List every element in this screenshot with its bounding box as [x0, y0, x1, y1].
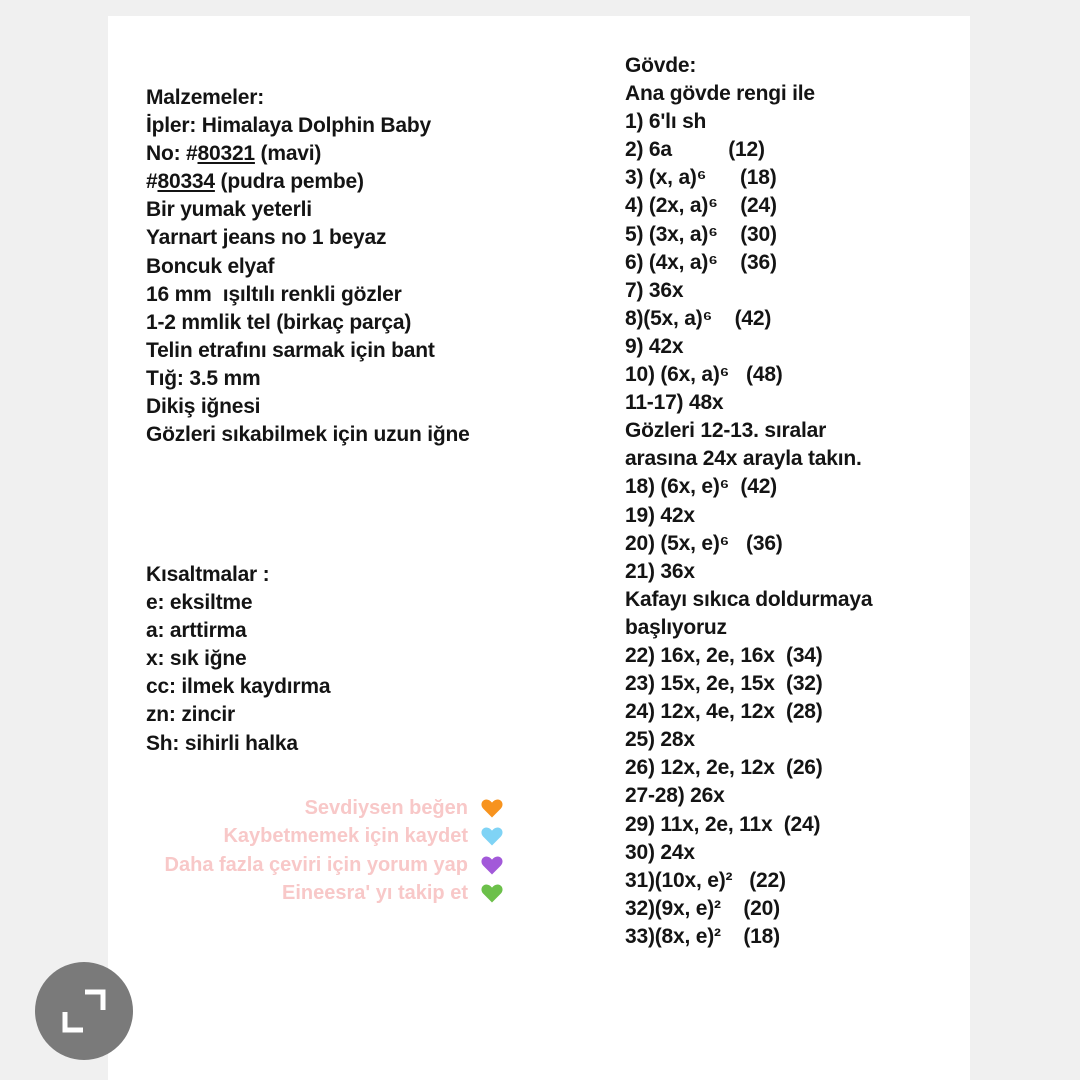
material-line: Gözleri sıkabilmek için uzun iğne	[146, 423, 470, 447]
promo-line	[165, 794, 504, 822]
materials-list	[146, 84, 470, 449]
abbreviation-line: a: arttirma	[146, 619, 247, 643]
pattern-row: 19) 42x	[625, 503, 695, 527]
material-line: 16 mm ışıltılı renkli gözler	[146, 282, 402, 306]
purple-heart-icon	[480, 853, 504, 877]
pattern-row: 5) (3x, a)⁶ (30)	[625, 222, 777, 246]
pattern-row: Gözleri 12-13. sıralar	[625, 419, 827, 443]
pattern-row: 25) 28x	[625, 728, 695, 752]
pattern-row: 11-17) 48x	[625, 391, 724, 415]
pattern-row: 27-28) 26x	[625, 784, 725, 808]
material-line-blue-yarn: No: #80321 (mavi)	[146, 142, 322, 166]
promo-line	[165, 851, 504, 879]
blue-heart-icon	[480, 824, 504, 848]
promo-text: Sevdiysen beğen	[304, 797, 468, 820]
pattern-row: 30) 24x	[625, 840, 695, 864]
pattern-row: 8)(5x, a)⁶ (42)	[625, 306, 772, 330]
abbreviation-line: Sh: sihirli halka	[146, 731, 298, 755]
pattern-row: 24) 12x, 4e, 12x (28)	[625, 700, 823, 724]
pattern-row: 31)(10x, e)² (22)	[625, 868, 786, 892]
pattern-row: 32)(9x, e)² (20)	[625, 896, 780, 920]
pattern-row: 6) (4x, a)⁶ (36)	[625, 250, 777, 274]
material-line: Bir yumak yeterli	[146, 198, 312, 222]
abbreviations-heading: Kısaltmalar :	[146, 563, 270, 586]
orange-heart-icon	[480, 796, 504, 820]
body-section-heading: Gövde:	[625, 54, 697, 77]
green-heart-icon	[480, 881, 504, 905]
pattern-row: 26) 12x, 2e, 12x (26)	[625, 756, 823, 780]
promo-line	[165, 822, 504, 850]
pattern-row: 2) 6a (12)	[625, 138, 765, 162]
material-line-pink-yarn: #80334 (pudra pembe)	[146, 170, 364, 194]
pattern-row: 18) (6x, e)⁶ (42)	[625, 475, 777, 499]
pattern-row: 9) 42x	[625, 334, 684, 358]
material-line: Dikiş iğnesi	[146, 395, 261, 419]
material-line: Yarnart jeans no 1 beyaz	[146, 226, 387, 250]
abbreviations-list	[146, 561, 330, 758]
abbreviation-line: cc: ilmek kaydırma	[146, 675, 331, 699]
pattern-row: 10) (6x, a)⁶ (48)	[625, 363, 783, 387]
material-line: Tığ: 3.5 mm	[146, 366, 261, 390]
pattern-row: Kafayı sıkıca doldurmaya	[625, 587, 873, 611]
material-line: Telin etrafını sarmak için bant	[146, 338, 435, 362]
pattern-row: 3) (x, a)⁶ (18)	[625, 166, 777, 190]
abbreviation-line: e: eksiltme	[146, 591, 253, 615]
pattern-row: 22) 16x, 2e, 16x (34)	[625, 643, 823, 667]
pattern-row: 33)(8x, e)² (18)	[625, 924, 780, 948]
promo-list	[165, 794, 504, 907]
promo-line	[165, 879, 504, 907]
promo-text: Daha fazla çeviri için yorum yap	[164, 853, 468, 876]
expand-button[interactable]	[35, 962, 133, 1060]
pattern-row: 23) 15x, 2e, 15x (32)	[625, 672, 823, 696]
pattern-row: 4) (2x, a)⁶ (24)	[625, 194, 777, 218]
pattern-row: 7) 36x	[625, 278, 684, 302]
expand-icon	[57, 984, 111, 1038]
abbreviation-line: x: sık iğne	[146, 647, 247, 671]
materials-heading: Malzemeler:	[146, 86, 265, 109]
pattern-row: 1) 6'lı sh	[625, 110, 707, 134]
promo-text: Eineesra' yı takip et	[282, 882, 468, 905]
material-line: Boncuk elyaf	[146, 254, 275, 278]
pattern-row: 21) 36x	[625, 559, 695, 583]
pattern-row: arasına 24x arayla takın.	[625, 447, 862, 471]
pattern-row: Ana gövde rengi ile	[625, 82, 815, 106]
promo-text: Kaybetmemek için kaydet	[223, 825, 468, 848]
body-pattern-list	[625, 52, 872, 951]
material-line: İpler: Himalaya Dolphin Baby	[146, 114, 431, 138]
abbreviation-line: zn: zincir	[146, 703, 236, 727]
material-line: 1-2 mmlik tel (birkaç parça)	[146, 310, 412, 334]
pattern-row: başlıyoruz	[625, 615, 727, 639]
pattern-row: 20) (5x, e)⁶ (36)	[625, 531, 783, 555]
pattern-row: 29) 11x, 2e, 11x (24)	[625, 812, 821, 836]
